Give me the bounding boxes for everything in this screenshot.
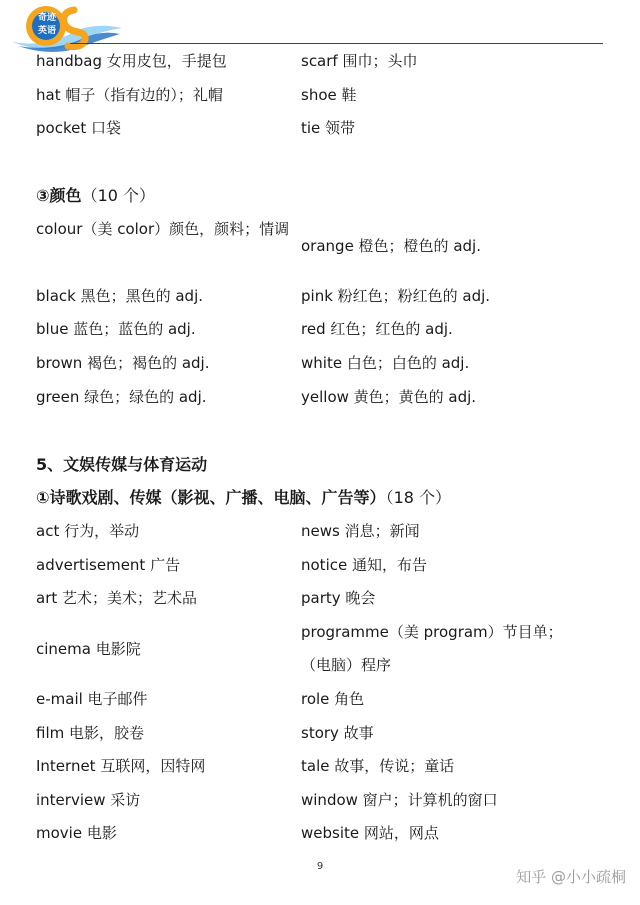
vocab-left: film 电影，胶卷	[36, 724, 144, 742]
section-colors-count: （10 个）	[81, 186, 156, 205]
vocab-right: notice 通知，布告	[301, 556, 427, 574]
vocab-left: brown 褐色；褐色的 adj.	[36, 354, 210, 372]
vocab-left: blue 蓝色；蓝色的 adj.	[36, 320, 196, 338]
zhihu-watermark: 知乎 @小小疏桐	[516, 868, 626, 886]
vocab-right: role 角色	[301, 690, 365, 708]
section-colors-heading	[36, 179, 155, 212]
vocab-right: story 故事	[301, 724, 374, 742]
vocab-left: advertisement 广告	[36, 556, 181, 574]
section-media-title: ①诗歌戏剧、传媒（影视、广播、电脑、广告等）	[36, 488, 386, 507]
vocab-right: shoe 鞋	[301, 86, 357, 104]
vocab-left: handbag 女用皮包，手提包	[36, 52, 227, 70]
vocab-left: e-mail 电子邮件	[36, 690, 148, 708]
vocab-left: green 绿色；绿色的 adj.	[36, 388, 207, 406]
vocab-right: tale 故事，传说；童话	[301, 757, 455, 775]
vocab-right: party 晚会	[301, 589, 376, 607]
vocab-left: colour（美 color）颜色，颜料；情调	[36, 220, 290, 238]
vocab-left: movie 电影	[36, 824, 117, 842]
vocab-left: art 艺术；美术；艺术品	[36, 589, 198, 607]
vocab-left: act 行为，举动	[36, 522, 140, 540]
vocab-right: white 白色；白色的 adj.	[301, 354, 470, 372]
vocab-right: red 红色；红色的 adj.	[301, 320, 453, 338]
vocab-right: website 网站，网点	[301, 824, 439, 842]
vocab-left: Internet 互联网，因特网	[36, 757, 206, 775]
vocab-left: cinema 电影院	[36, 640, 141, 658]
vocab-left: pocket 口袋	[36, 119, 121, 137]
vocab-right: orange 橙色；橙色的 adj.	[301, 237, 481, 255]
section-media-heading	[36, 481, 451, 514]
vocab-right: programme（美 program）节目单；（电脑）程序	[301, 623, 563, 674]
vocab-right: window 窗户；计算机的窗口	[301, 791, 498, 809]
vocab-left: black 黑色；黑色的 adj.	[36, 287, 204, 305]
section-5-heading: 5、文娱传媒与体育运动	[36, 455, 208, 474]
logo-label: 奇迹英语	[37, 13, 56, 36]
vocab-left: interview 采访	[36, 791, 141, 809]
header-rule	[70, 43, 603, 44]
section-media-count: （18 个）	[385, 488, 452, 507]
vocab-right: pink 粉红色；粉红色的 adj.	[301, 287, 491, 305]
vocab-right: yellow 黄色；黄色的 adj.	[301, 388, 477, 406]
vocab-right: scarf 围巾；头巾	[301, 52, 418, 70]
page-number: 9	[316, 861, 324, 872]
vocab-right: tie 领带	[301, 119, 356, 137]
section-colors-title: ③颜色	[36, 186, 82, 205]
vocab-right: news 消息；新闻	[301, 522, 420, 540]
vocab-left: hat 帽子（指有边的）；礼帽	[36, 86, 223, 104]
